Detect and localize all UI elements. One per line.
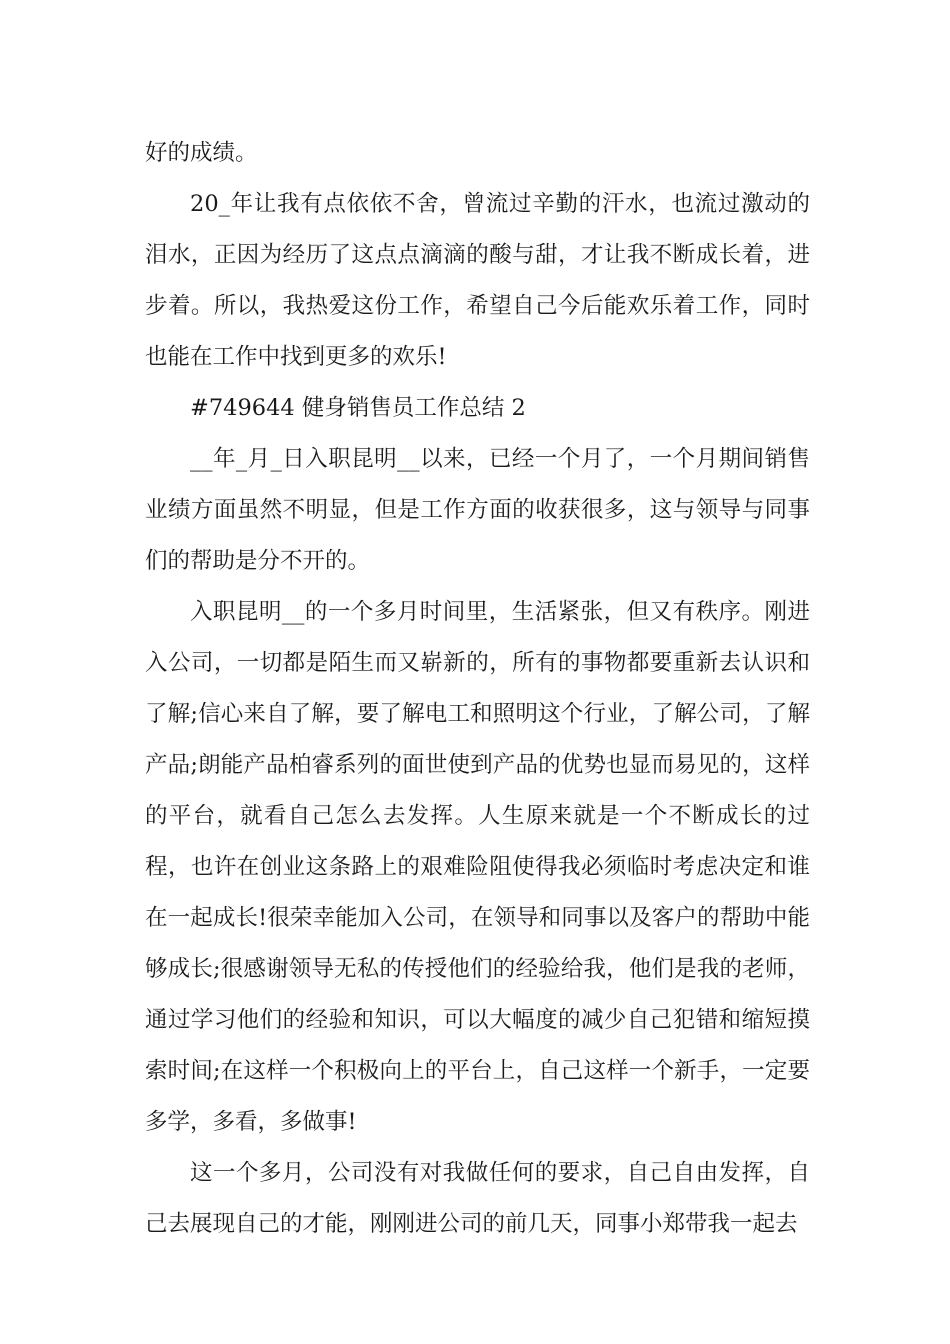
paragraph-freedom: 这一个多月，公司没有对我做任何的要求，自己自由发挥，自己去展现自己的才能，刚刚进公司的前几天，同事小郑带我一起去 — [145, 1160, 810, 1237]
paragraph-continuation: 好的成绩。 — [145, 140, 258, 166]
section-heading: #749644 健身销售员工作总结 2 — [190, 395, 526, 421]
paragraph-onboarding: __年_月_日入职昆明__以来，已经一个月了，一个月期间销售业绩方面虽然不明显，但是工作方面的收获很多，这与领导与同事们的帮助是分不开的。 — [145, 446, 810, 574]
paragraph-first-month: 入职昆明__的一个多月时间里，生活紧张，但又有秩序。刚进入公司，一切都是陌生而又崭新的，所有的事物都要重新去认识和了解;信心来自了解，要了解电工和照明这个行业，了解公司，了解产品;朗能产品柏睿系列的面世使到产品的优势也显而易见的，这样的平台，就看自己怎么去发挥。人生原来就是一个不断成长的过程，也许在创业这条路上的艰难险阻使得我必须临时考虑决定和谁在一起成长!很荣幸能加入公司，在领导和同事以及客户的帮助中能够成长;很感谢领导无私的传授他们的经验给我，他们是我的老师，通过学习他们的经验和知识，可以大幅度的减少自己犯错和缩短摸索时间;在这样一个积极向上的平台上，自己这样一个新手，一定要多学，多看，多做事! — [145, 599, 810, 1135]
paragraph-year-reflection: 20_年让我有点依依不舍，曾流过辛勤的汗水，也流过激动的泪水，正因为经历了这点点滴滴的酸与甜，才让我不断成长着，进步着。所以，我热爱这份工作，希望自己今后能欢乐着工作，同时也能在工作中找到更多的欢乐! — [145, 191, 810, 370]
document-body — [145, 128, 810, 1250]
